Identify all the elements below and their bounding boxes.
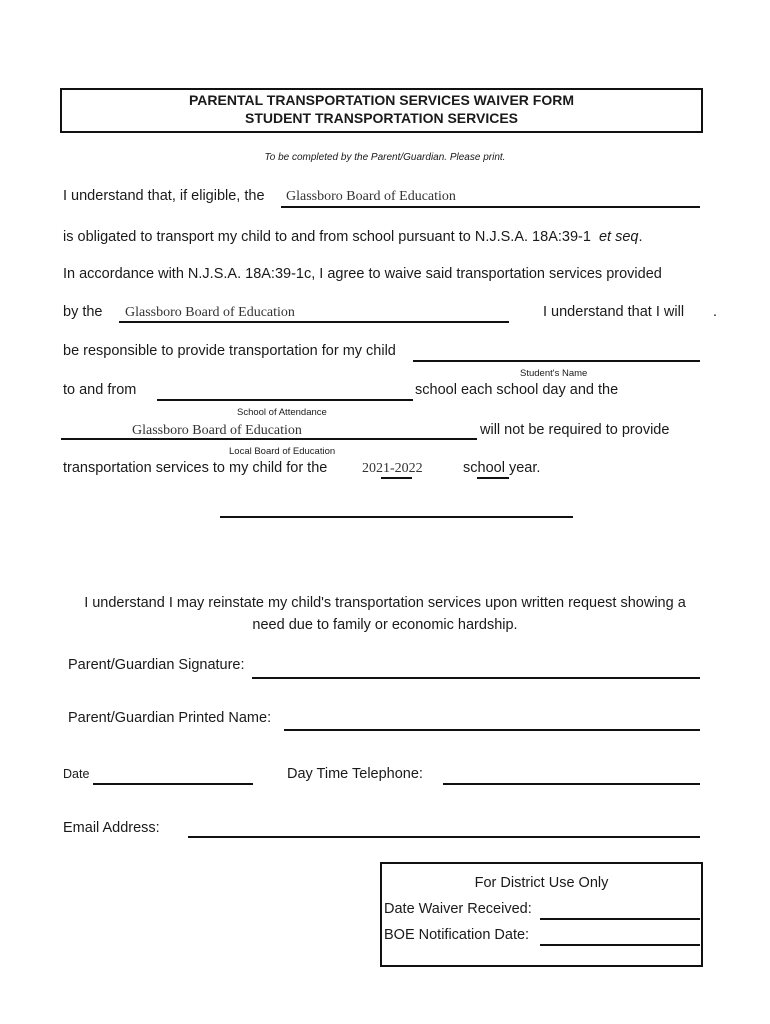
- blank-signature-line: [220, 516, 573, 518]
- year-underline-1: [381, 477, 412, 479]
- students-name-label: Student's Name: [520, 368, 588, 379]
- district-use-box: [380, 862, 703, 967]
- district-use-title: For District Use Only: [474, 875, 609, 891]
- form-title: PARENTAL TRANSPORTATION SERVICES WAIVER FORM: [188, 92, 575, 108]
- student-name-field[interactable]: [413, 360, 700, 362]
- instructions-text: To be completed by the Parent/Guardian. Please print.: [264, 152, 506, 163]
- date-field[interactable]: [93, 783, 253, 785]
- responsible-text: be responsible to provide transportation for my child: [63, 343, 396, 359]
- notification-date-field[interactable]: [540, 944, 700, 946]
- school-field[interactable]: [157, 399, 413, 401]
- telephone-field[interactable]: [443, 783, 700, 785]
- form-subtitle: STUDENT TRANSPORTATION SERVICES: [244, 110, 519, 126]
- to-and-from-text: to and from: [63, 382, 137, 398]
- date-label: Date: [63, 767, 90, 781]
- obligation-text: is obligated to transport my child to and from school pursuant to N.J.S.A. 18A:39-1: [63, 229, 591, 245]
- board-name-field-3[interactable]: Glassboro Board of Education: [132, 423, 302, 438]
- school-day-text: school each school day and the: [415, 382, 619, 398]
- school-of-attendance-label: School of Attendance: [237, 407, 327, 418]
- et-seq-text: et seq: [598, 229, 639, 245]
- board-name-underline-1: [281, 206, 700, 208]
- school-year-text: school year.: [463, 460, 541, 476]
- local-board-label: Local Board of Education: [229, 446, 336, 457]
- stray-period: .: [713, 304, 718, 320]
- board-name-underline-3: [61, 438, 477, 440]
- obligation-text-line: [63, 229, 642, 245]
- obligation-period: .: [638, 229, 643, 245]
- reinstate-text-line1: I understand I may reinstate my child's transportation services upon written request showing a: [84, 595, 686, 611]
- board-name-underline-2: [119, 321, 509, 323]
- understand-text: I understand that I will: [543, 304, 685, 320]
- date-received-label: Date Waiver Received:: [384, 901, 532, 917]
- printed-name-field[interactable]: [284, 729, 700, 731]
- board-name-field-2[interactable]: Glassboro Board of Education: [125, 305, 295, 320]
- services-text: transportation services to my child for the: [63, 460, 328, 476]
- notification-date-label: BOE Notification Date:: [384, 927, 530, 943]
- signature-label: Parent/Guardian Signature:: [68, 657, 245, 673]
- email-label: Email Address:: [63, 820, 160, 836]
- email-field[interactable]: [188, 836, 700, 838]
- printed-name-label: Parent/Guardian Printed Name:: [68, 710, 272, 726]
- year-underline-2: [477, 477, 509, 479]
- date-received-field[interactable]: [540, 918, 700, 920]
- not-required-text: will not be required to provide: [480, 422, 670, 438]
- form-title-box: [60, 88, 703, 133]
- telephone-label: Day Time Telephone:: [287, 766, 423, 782]
- school-year-field[interactable]: 2021-2022: [362, 461, 423, 476]
- board-name-field-1[interactable]: Glassboro Board of Education: [286, 189, 456, 204]
- reinstate-text-line2: need due to family or economic hardship.: [252, 617, 518, 633]
- eligibility-text: I understand that, if eligible, the: [63, 188, 265, 204]
- signature-field[interactable]: [252, 677, 700, 679]
- by-the-text: by the: [63, 304, 103, 320]
- waiver-text: In accordance with N.J.S.A. 18A:39-1c, I agree to waive said transportation services provided: [63, 266, 662, 282]
